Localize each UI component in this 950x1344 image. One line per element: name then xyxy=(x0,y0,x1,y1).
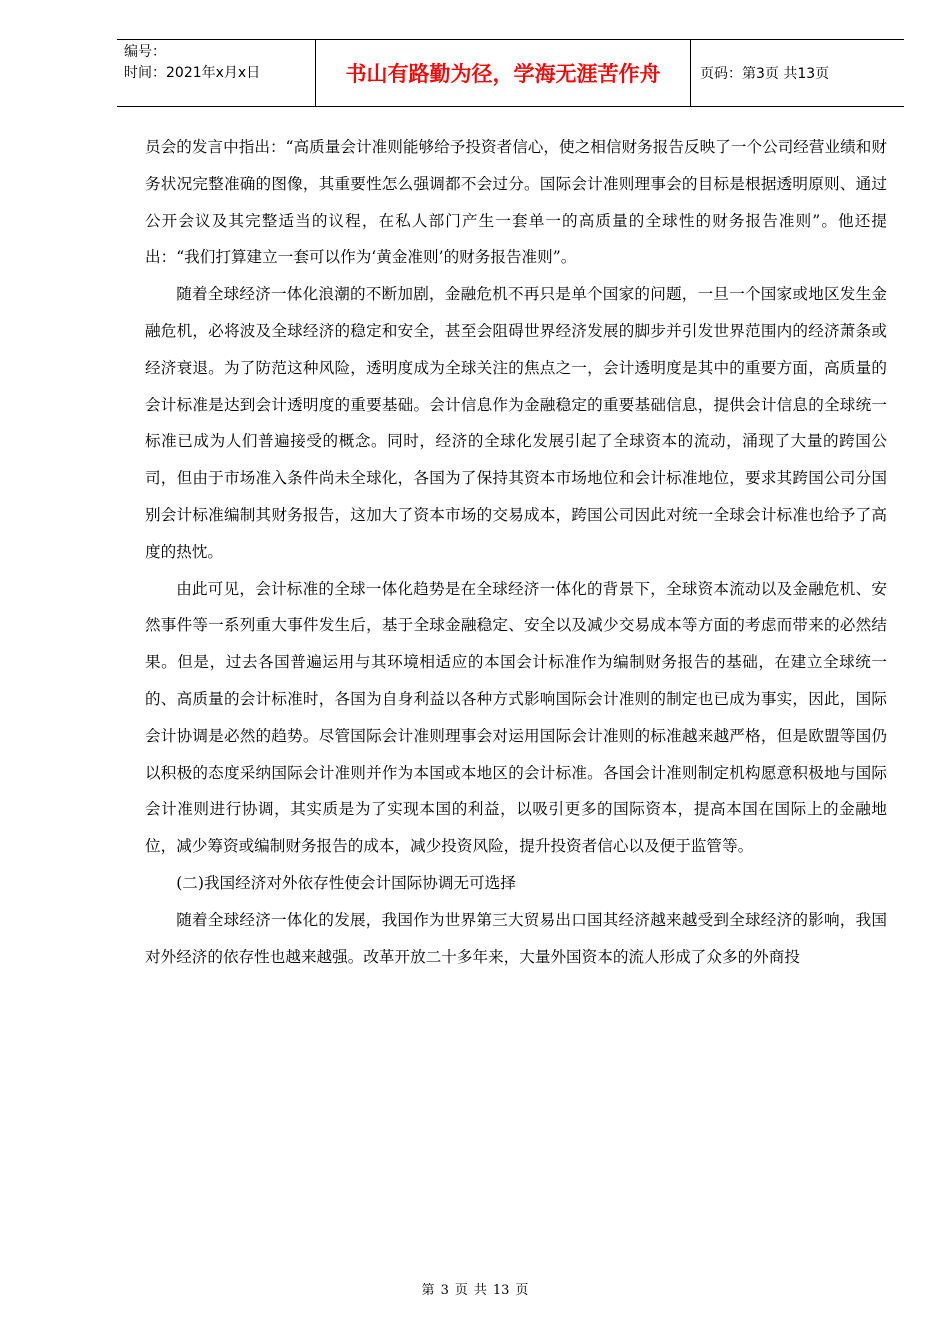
paragraph-3: 由此可见，会计标准的全球一体化趋势是在全球经济一体化的背景下，全球资本流动以及金融危机、安然事件等一系列重大事件发生后，基于全球金融稳定、安全以及减少交易成本等方面的考虑而带来的必然结果。但是，过去各国普遍运用与其环境相适应的本国会计标准作为编制财务报告的基础，在建立全球统一的、高质量的会计标准时，各国为自身利益以各种方式影响国际会计准则的制定也已成为事实，因此，国际会计协调是必然的趋势。尽管国际会计准则理事会对运用国际会计准则的标准越来越严格，但是欧盟等国仍以积极的态度采纳国际会计准则并作为本国或本地区的会计标准。各国会计准则制定机构愿意积极地与国际会计准则进行协调，其实质是为了实现本国的利益，以吸引更多的国际资本，提高本国在国际上的金融地位，减少筹资或编制财务报告的成本，减少投资风险，提升投资者信心以及便于监管等。 xyxy=(145,579,887,856)
section-heading: (二)我国经济对外依存性使会计国际协调无可选择 xyxy=(176,873,516,892)
footer-di: 第 xyxy=(421,1283,435,1298)
paragraph-4: 随着全球经济一体化的发展，我国作为世界第三大贸易出口国其经济越来越受到全球经济的影响，我国对外经济的依存性也越来越强。改革开放二十多年来，大量外国资本的流人形成了众多的外商投 xyxy=(145,910,887,966)
serial-label: 编号： xyxy=(124,44,166,60)
page-footer xyxy=(0,1279,950,1298)
header-info-cell xyxy=(117,40,316,106)
header-motto: 书山有路勤为径，学海无涯苦作舟 xyxy=(316,40,691,106)
footer-total-pages: 13 xyxy=(492,1283,510,1298)
date-label: 时间：2021年x月x日 xyxy=(124,65,261,81)
footer-page-number: 3 xyxy=(440,1283,449,1298)
paragraph-2: 随着全球经济一体化浪潮的不断加剧，金融危机不再只是单个国家的问题，一旦一个国家或地区发生金融危机，必将波及全球经济的稳定和安全，甚至会阻碍世界经济发展的脚步并引发世界范围内的经济萧条或经济衰退。为了防范这种风险，透明度成为全球关注的焦点之一，会计透明度是其中的重要方面，高质量的会计标准是达到会计透明度的重要基础。会计信息作为金融稳定的重要基础信息，提供会计信息的全球统一标准已成为人们普遍接受的概念。同时，经济的全球化发展引起了全球资本的流动，涌现了大量的跨国公司，但由于市场准入条件尚未全球化，各国为了保持其资本市场地位和会计标准地位，要求其跨国公司分国别会计标准编制其财务报告，这加大了资本市场的交易成本，跨国公司因此对统一全球会计标准也给予了高度的热忱。 xyxy=(145,285,887,561)
footer-ye: 页 xyxy=(454,1283,468,1298)
header-page-label: 页码：第3页 共13页 xyxy=(700,66,830,82)
footer-ye2: 页 xyxy=(515,1283,529,1298)
page-header xyxy=(117,39,904,107)
footer-gong: 共 xyxy=(473,1283,487,1298)
paragraph-1: 员会的发言中指出：“高质量会计准则能够给予投资者信心，使之相信财务报告反映了一个公司经营业绩和财务状况完整准确的图像，其重要性怎么强调都不会过分。国际会计准则理事会的目标是根据透明原则、通过公开会议及其完整适当的议程，在私人部门产生一套单一的高质量的全球性的财务报告准则”。他还提出：“我们打算建立一套可以作为‘黄金准则’的财务报告准则”。 xyxy=(145,138,887,267)
document-body xyxy=(145,129,887,975)
